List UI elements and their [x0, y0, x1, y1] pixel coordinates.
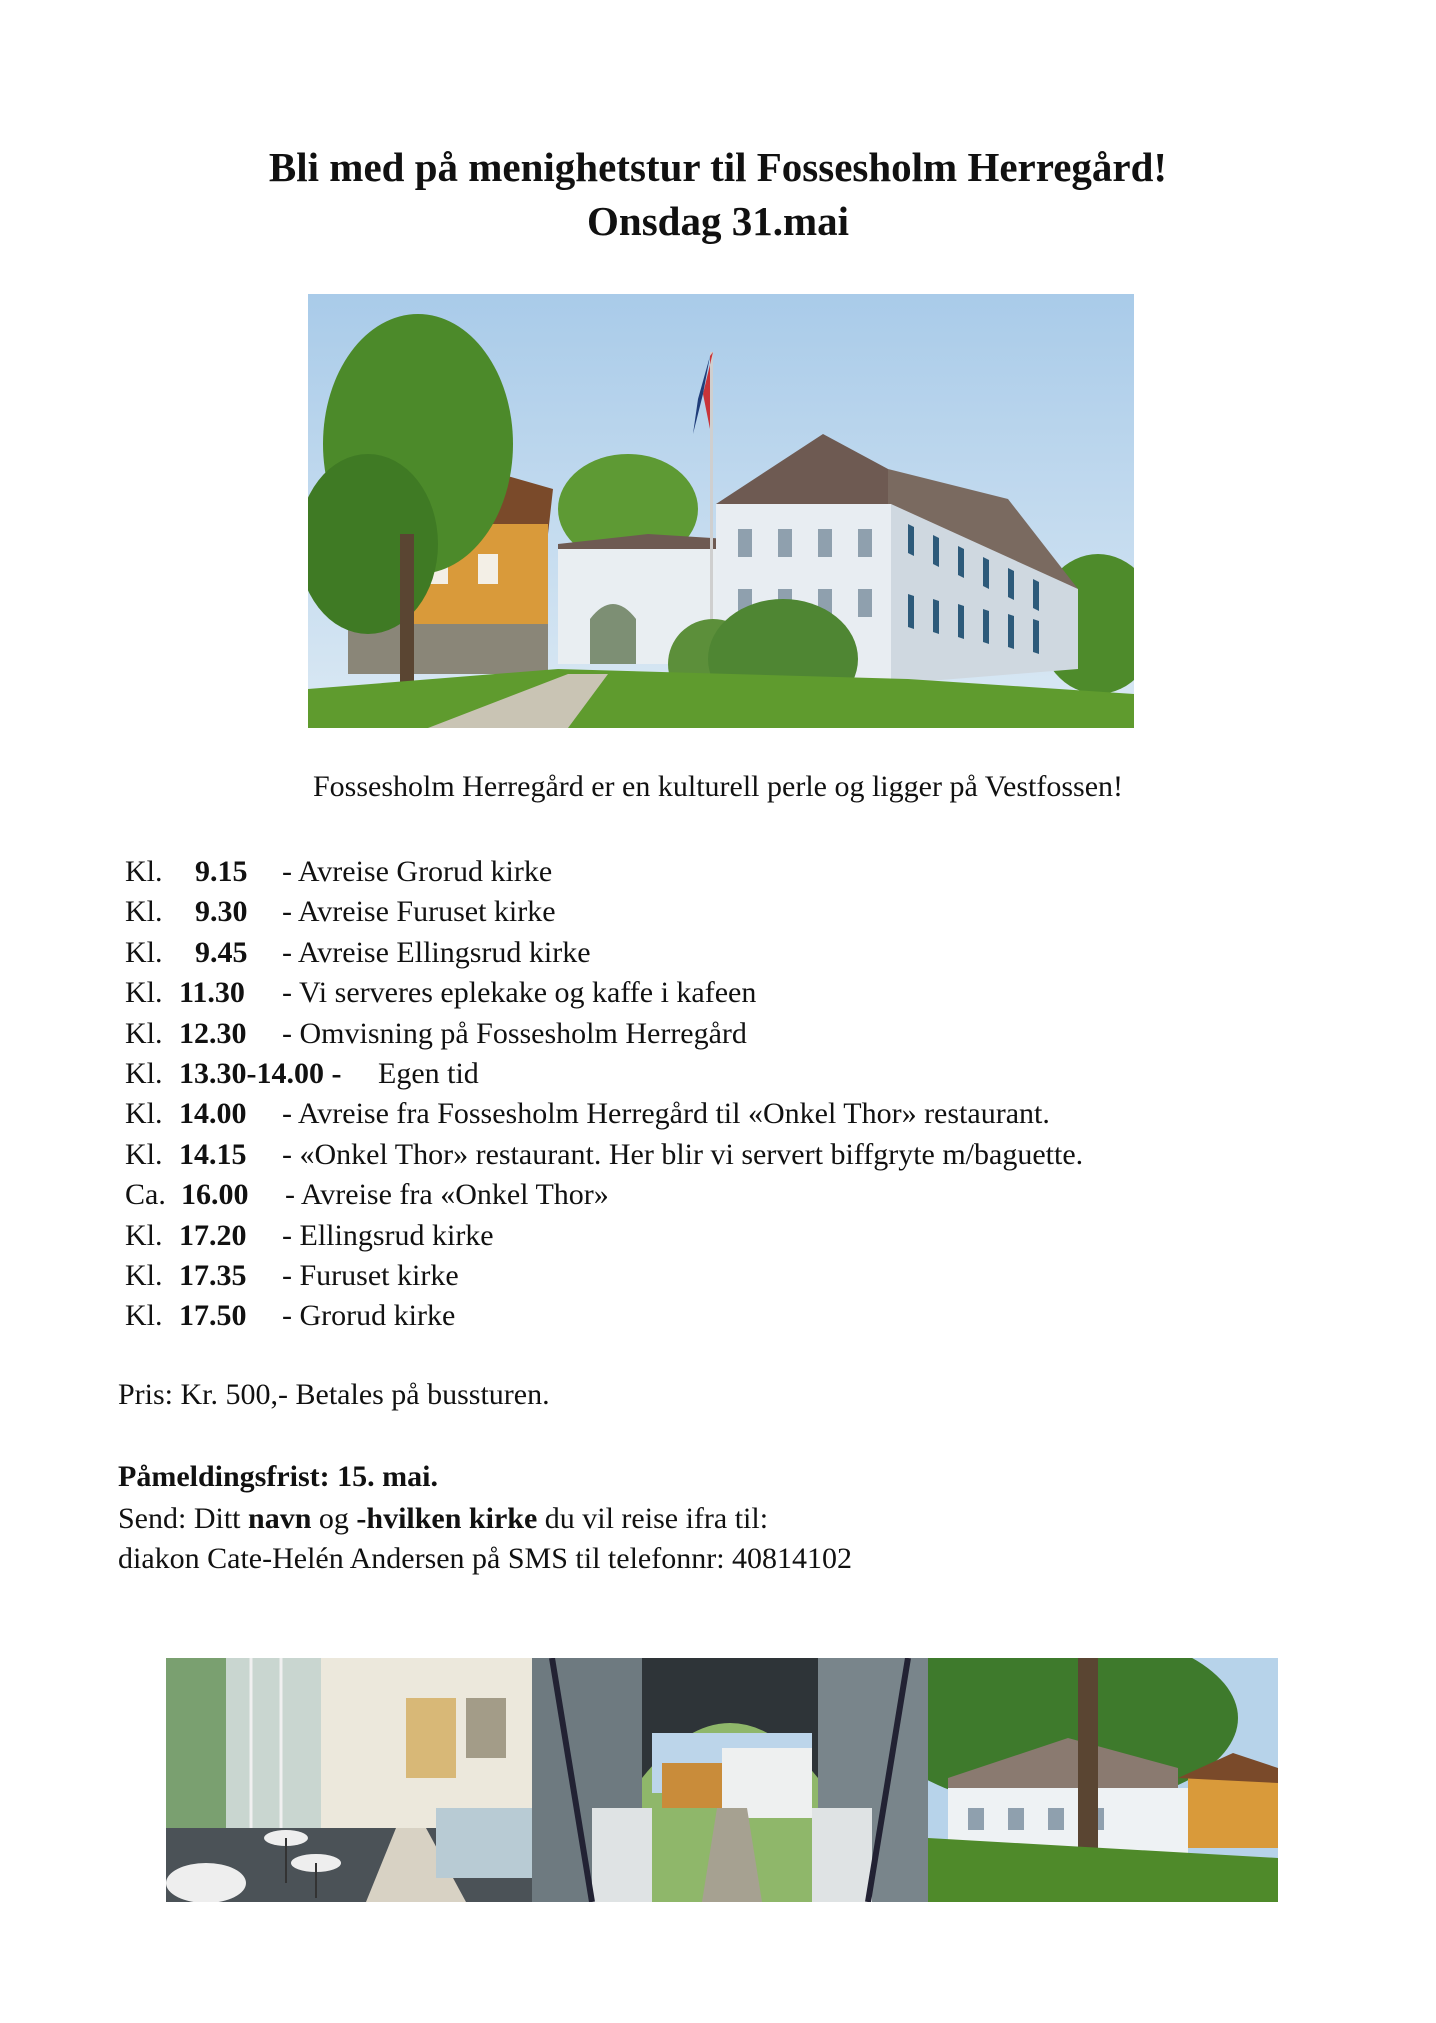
schedule-time: 14.15	[179, 1137, 247, 1171]
manor-courtyard-photo	[928, 1658, 1278, 1902]
schedule-desc: - Vi serveres eplekake og kaffe i kafeen	[282, 976, 757, 1010]
send-text-3: du vil reise ifra til:	[537, 1502, 769, 1535]
schedule-desc: - Avreise Grorud kirke	[282, 855, 553, 888]
schedule-time: 9.45	[195, 935, 248, 969]
schedule-prefix: Kl.	[125, 895, 163, 929]
schedule-time: 9.30	[195, 895, 248, 929]
price-text: Pris: Kr. 500,- Betales på bussturen.	[118, 1378, 550, 1411]
schedule-time: 17.35	[179, 1258, 247, 1292]
send-text-1: Send: Ditt	[118, 1502, 249, 1535]
schedule-prefix: Kl.	[125, 935, 163, 969]
contact-text: diakon Cate-Helén Andersen på SMS til telefonnr: 40814102	[118, 1542, 853, 1575]
schedule-desc: - Avreise fra Fossesholm Herregård til «Onkel Thor» restaurant.	[282, 1097, 1050, 1131]
schedule-time: 16.00	[181, 1178, 249, 1212]
schedule-desc: - Ellingsrud kirke	[282, 1218, 494, 1252]
schedule-prefix: Kl.	[125, 1137, 163, 1171]
send-text-2: og	[311, 1502, 357, 1535]
gate-archway-photo	[532, 1658, 928, 1902]
schedule-time: 11.30	[179, 976, 245, 1010]
page-title	[0, 140, 1436, 248]
schedule-prefix: Kl.	[125, 1299, 163, 1333]
schedule-time: 12.30	[179, 1016, 247, 1050]
schedule-desc: - Avreise Furuset kirke	[282, 895, 556, 929]
schedule-desc: - Omvisning på Fossesholm Herregård	[282, 1016, 747, 1050]
schedule-prefix: Kl.	[125, 855, 163, 888]
schedule-prefix: Kl.	[125, 1097, 163, 1131]
schedule-desc: Egen tid	[378, 1056, 479, 1090]
intro-text: Fossesholm Herregård er en kulturell perle og ligger på Vestfossen!	[312, 770, 1124, 803]
schedule-time: 9.15	[195, 855, 248, 888]
schedule-prefix: Ca.	[125, 1178, 166, 1212]
schedule-desc: - Avreise fra «Onkel Thor»	[285, 1178, 609, 1212]
photo-gallery	[166, 1658, 1278, 1902]
schedule-time: 17.50	[179, 1299, 247, 1333]
registration-deadline: Påmeldingsfrist: 15. mai.	[118, 1460, 438, 1493]
send-bold-church: -hvilken kirke	[356, 1502, 538, 1535]
cafe-interior-photo	[166, 1658, 532, 1902]
schedule-desc: - Furuset kirke	[282, 1258, 459, 1292]
schedule-desc: - Avreise Ellingsrud kirke	[282, 935, 591, 969]
schedule-time: 14.00	[179, 1097, 247, 1131]
title-line-2: Onsdag 31.mai	[587, 198, 849, 244]
schedule-prefix: Kl.	[125, 1056, 163, 1090]
schedule-time: 17.20	[179, 1218, 247, 1252]
manor-photo	[308, 294, 1134, 728]
schedule-desc: - Grorud kirke	[282, 1299, 456, 1333]
title-line-1: Bli med på menighetstur til Fossesholm Herregård!	[268, 144, 1168, 190]
schedule-prefix: Kl.	[125, 1258, 163, 1292]
schedule-prefix: Kl.	[125, 1218, 163, 1252]
send-bold-name: navn	[248, 1502, 312, 1535]
schedule-prefix: Kl.	[125, 1016, 163, 1050]
schedule-prefix: Kl.	[125, 976, 163, 1010]
send-instructions	[118, 1502, 768, 1536]
schedule-time: 13.30-14.00 -	[179, 1056, 342, 1090]
schedule-desc: - «Onkel Thor» restaurant. Her blir vi servert biffgryte m/baguette.	[282, 1137, 1084, 1171]
